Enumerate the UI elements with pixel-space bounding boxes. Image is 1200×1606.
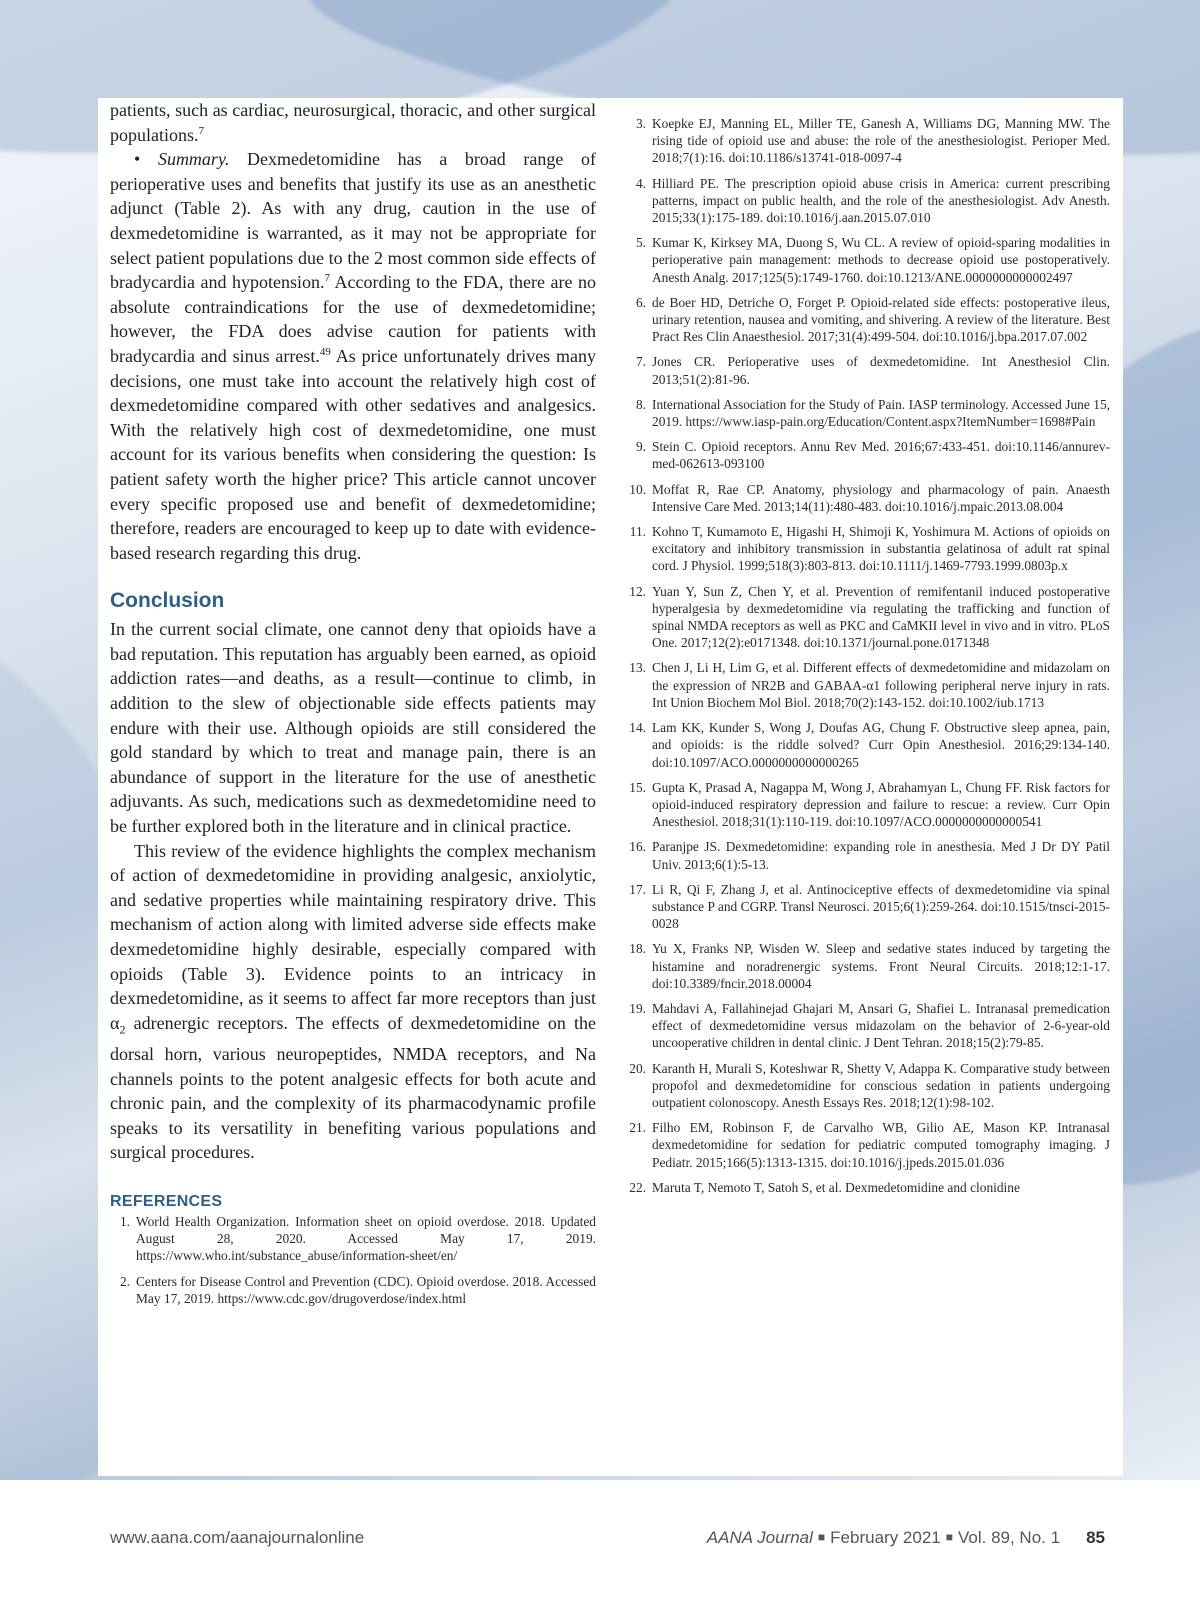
- reference-text: Yuan Y, Sun Z, Chen Y, et al. Prevention of remifentanil induced postoperative hyperalgesia by dexmedetomidine via regulating the trafficking and function of spinal NMDA receptors as well as PKC and CaMKII level in vivo and in vitro. PLoS One. 2017;12(2):e0171348. doi:10.1371/journal.pone.0171348: [652, 583, 1110, 651]
- reference-text: Karanth H, Murali S, Koteshwar R, Shetty V, Adappa K. Comparative study between propofol and dexmedetomidine for conscious sedation in patients undergoing outpatient colonoscopy. Anesth Essays Res. 2018;12(1):98-102.: [652, 1060, 1110, 1110]
- reference-text: Centers for Disease Control and Prevention (CDC). Opioid overdose. 2018. Accessed May 17, 2019. https://www.cdc.gov/drugoverdose/index.html: [136, 1273, 596, 1306]
- reference-number: 2.: [119, 1273, 130, 1289]
- reference-item: [626, 1000, 1110, 1052]
- reference-number: 22.: [629, 1179, 646, 1195]
- reference-text: Jones CR. Perioperative uses of dexmedetomidine. Int Anesthesiol Clin. 2013;51(2):81-96.: [652, 354, 1110, 387]
- paragraph-text: As price unfortunately drives many decisions, one must take into account the relatively high cost of dexmedetomidine compared with other sedatives and analgesics. With the relatively high cost of dexmedetomidine, one must account for its various benefits when considering the question: Is patient safety worth the higher price? This article cannot uncover every specific proposed use and benefit of dexmedetomidine; therefore, readers are encouraged to keep up to date with evidence-based research regarding this drug.: [110, 345, 597, 563]
- citation: 7: [324, 272, 330, 285]
- reference-item: [110, 1273, 596, 1307]
- page-number: 85: [1086, 1528, 1105, 1547]
- reference-item: [626, 353, 1110, 387]
- reference-item: [110, 1213, 596, 1265]
- reference-text: Koepke EJ, Manning EL, Miller TE, Ganesh A, Williams DG, Manning MW. The rising tide of opioid use and abuse: the role of the anesthesiologist. Perioper Med. 2018;7(1):16. doi:10.1186/s13741-018-0097-4: [652, 116, 1110, 166]
- reference-text: Yu X, Franks NP, Wisden W. Sleep and sedative states induced by targeting the histamine and noradrenergic systems. Front Neural Circuits. 2018;12:1-17. doi:10.3389/fncir.2018.00004: [652, 941, 1110, 991]
- paragraph-text: According to the FDA, there are no absolute contraindications for the use of dexmedetomidine; however, the FDA does advise caution for patients with bradycardia and sinus arrest.: [110, 272, 596, 366]
- references-list-left: [110, 1213, 596, 1307]
- paragraph-text: This review of the evidence highlights the complex mechanism of action of dexmedetomidine in providing analgesic, anxiolytic, and sedative properties while maintaining respiratory drive. This mechanism of action along with limited adverse side effects make dexmedetomidine highly desirable, especially compared with opioids (Table 3). Evidence points to an intricacy in dexmedetomidine, as it seems to affect far more receptors than just α: [110, 840, 596, 1033]
- reference-item: [626, 583, 1110, 652]
- reference-text: International Association for the Study of Pain. IASP terminology. Accessed June 15, 2019. https://www.iasp-pain.org/Education/Content.aspx?ItemNumber=1698#Pain: [652, 396, 1110, 430]
- reference-number: 1.: [119, 1213, 130, 1229]
- reference-number: 13.: [629, 660, 646, 676]
- reference-number: 17.: [629, 881, 646, 897]
- reference-number: 7.: [635, 354, 646, 370]
- footer-journal-info: [707, 1528, 1105, 1548]
- left-column: [110, 98, 596, 1315]
- reference-number: 20.: [629, 1060, 646, 1076]
- reference-item: [626, 940, 1110, 992]
- reference-number: 18.: [629, 941, 646, 957]
- references-list-right: [626, 115, 1110, 1196]
- citation: 7: [198, 124, 204, 137]
- page-sheet: [98, 98, 1123, 1476]
- reference-text: de Boer HD, Detriche O, Forget P. Opioid-related side effects: postoperative ileus, urinary retention, nausea and vomiting, and shivering. A review of the literature. Best Pract Res Clin Anaesthesiol. 2017;31(4):499-504. doi:10.1016/j.bpa.2017.07.002: [652, 294, 1110, 345]
- paragraph: [110, 98, 596, 147]
- reference-number: 12.: [629, 583, 646, 599]
- reference-number: 6.: [635, 294, 646, 310]
- body-text: [110, 98, 596, 565]
- reference-item: [626, 719, 1110, 771]
- subscript: 2: [119, 1022, 126, 1037]
- reference-text: Paranjpe JS. Dexmedetomidine: expanding role in anesthesia. Med J Dr DY Patil Univ. 2013;6(1):5-13.: [652, 839, 1110, 872]
- reference-number: 8.: [635, 396, 646, 412]
- reference-number: 14.: [629, 720, 646, 736]
- reference-item: [626, 396, 1110, 430]
- reference-text: Kumar K, Kirksey MA, Duong S, Wu CL. A review of opioid-sparing modalities in perioperative pain management: methods to decrease opioid use postoperatively. Anesth Analg. 2017;125(5):1749-1760. doi:10.1213/ANE.0000000000002497: [652, 235, 1110, 285]
- reference-text: Lam KK, Kunder S, Wong J, Doufas AG, Chung F. Obstructive sleep apnea, pain, and opioids: is the riddle solved? Curr Opin Anesthesiol. 2016;29:134-140. doi:10.1097/ACO.0000000000000265: [652, 720, 1110, 770]
- reference-item: [626, 438, 1110, 472]
- references-heading: REFERENCES: [110, 1192, 223, 1210]
- paragraph-text: adrenergic receptors. The effects of dexmedetomidine on the dorsal horn, various neuropeptides, NMDA receptors, and Na channels points to the potent analgesic effects for both acute and chronic pain, and the complexity of its pharmacodynamic profile speaks to its versatility in benefiting various populations and surgical procedures.: [110, 1012, 596, 1163]
- reference-item: [626, 234, 1110, 286]
- reference-number: 11.: [629, 524, 646, 540]
- right-column: [626, 115, 1110, 1204]
- reference-text: World Health Organization. Information sheet on opioid overdose. 2018. Updated August 28, 2020. Accessed May 17, 2019. https://www.who.int/substance_abuse/information-sheet/en/: [136, 1213, 596, 1264]
- reference-number: 3.: [635, 116, 646, 131]
- reference-number: 21.: [629, 1120, 646, 1136]
- conclusion-text: [110, 617, 596, 1165]
- summary-label: Summary.: [157, 149, 230, 170]
- reference-number: 9.: [635, 439, 646, 455]
- reference-item: [626, 779, 1110, 831]
- reference-item: [626, 1179, 1110, 1196]
- paragraph: [110, 839, 596, 1165]
- reference-text: Gupta K, Prasad A, Nagappa M, Wong J, Abrahamyan L, Chung FF. Risk factors for opioid-induced respiratory depression and failure to rescue: a review. Curr Opin Anesthesiol. 2018;31(1):110-119. doi:10.1097/ACO.0000000000000541: [652, 779, 1110, 830]
- paragraph-text: Dexmedetomidine has a broad range of perioperative uses and benefits that justify its use as an anesthetic adjunct (Table 2). As with any drug, caution in the use of dexmedetomidine is warranted, as it may not be appropriate for select patient populations due to the 2 most common side effects of bradycardia and hypotension.: [110, 149, 597, 293]
- reference-item: [626, 175, 1110, 227]
- journal-name: AANA Journal: [706, 1528, 813, 1547]
- reference-text: Stein C. Opioid receptors. Annu Rev Med. 2016;67:433-451. doi:10.1146/annurev-med-062613-093100: [652, 439, 1110, 472]
- bullet: •: [134, 149, 141, 170]
- reference-number: 19.: [629, 1000, 646, 1016]
- reference-text: Filho EM, Robinson F, de Carvalho WB, Gilio AE, Mason KP. Intranasal dexmedetomidine for sedation for pediatric computed tomography imaging. J Pediatr. 2015;166(5):1313-1315. doi:10.1016/j.jpeds.2015.01.036: [652, 1120, 1110, 1170]
- paragraph: In the current social climate, one cannot deny that opioids have a bad reputation. This reputation has arguably been earned, as opioid addiction rates—and deaths, as a result—continue to climb, in addition to the slew of objectionable side effects patients may endure with their use. Although opioids are still considered the gold standard by which to treat and manage pain, there is an abundance of support in the literature for the use of anesthetic adjuvants. As such, medications such as dexmedetomidine need to be further explored both in the literature and in clinical practice.: [110, 619, 596, 837]
- reference-number: 5.: [635, 235, 646, 251]
- reference-item: [626, 481, 1110, 515]
- reference-item: [626, 115, 1110, 167]
- separator: ■: [945, 1530, 953, 1544]
- summary-paragraph: [110, 147, 596, 565]
- reference-text: Chen J, Li H, Lim G, et al. Different effects of dexmedetomidine and midazolam on the expression of NR2B and GABAA-α1 following peripheral nerve injury in rats. Int Union Biochem Mol Biol. 2018;70(2):143-152. doi:10.1002/iub.1713: [652, 660, 1110, 710]
- reference-number: 16.: [629, 839, 646, 855]
- issue-date: February 2021: [830, 1528, 941, 1547]
- reference-item: [626, 523, 1110, 575]
- volume: Vol. 89, No. 1: [958, 1528, 1061, 1547]
- paragraph-text: patients, such as cardiac, neurosurgical, thoracic, and other surgical populations.: [110, 100, 596, 145]
- reference-text: Moffat R, Rae CP. Anatomy, physiology and pharmacology of pain. Anaesth Intensive Care Med. 2013;14(11):480-483. doi:10.1016/j.mpaic.2013.08.004: [652, 481, 1110, 514]
- reference-item: [626, 1060, 1110, 1112]
- reference-item: [626, 1119, 1110, 1171]
- footer-url[interactable]: www.aana.com/aanajournalonline: [110, 1528, 365, 1547]
- reference-item: [626, 838, 1110, 872]
- reference-item: [626, 881, 1110, 933]
- reference-number: 10.: [629, 481, 646, 497]
- reference-item: [626, 294, 1110, 346]
- reference-text: Kohno T, Kumamoto E, Higashi H, Shimoji K, Yoshimura M. Actions of opioids on excitatory and inhibitory transmission in substantia gelatinosa of adult rat spinal cord. J Physiol. 1999;518(3):803-813. doi:10.1111/j.1469-7793.1999.0803p.x: [652, 524, 1110, 574]
- conclusion-heading: Conclusion: [110, 589, 225, 613]
- reference-item: [626, 659, 1110, 711]
- reference-text: Mahdavi A, Fallahinejad Ghajari M, Ansari G, Shafiei L. Intranasal premedication effect of dexmedetomidine versus midazolam on the behavior of 2-6-year-old uncooperative children in dental clinic. J Dent Tehran. 2018;15(2):79-85.: [652, 1000, 1110, 1051]
- reference-text: Hilliard PE. The prescription opioid abuse crisis in America: current prescribing patterns, impact on public health, and the role of the anesthesiologist. Adv Anesth. 2015;33(1):175-189. doi:10.1016/j.aan.2015.07.010: [652, 175, 1110, 226]
- reference-number: 15.: [629, 779, 646, 795]
- reference-text: Li R, Qi F, Zhang J, et al. Antinociceptive effects of dexmedetomidine via spinal substance P and CGRP. Transl Neurosci. 2015;6(1):259-264. doi:10.1515/tnsci-2015-0028: [652, 881, 1110, 932]
- reference-text: Maruta T, Nemoto T, Satoh S, et al. Dexmedetomidine and clonidine: [652, 1179, 1020, 1195]
- separator: ■: [817, 1530, 826, 1544]
- reference-number: 4.: [635, 175, 646, 191]
- citation: 49: [319, 345, 331, 358]
